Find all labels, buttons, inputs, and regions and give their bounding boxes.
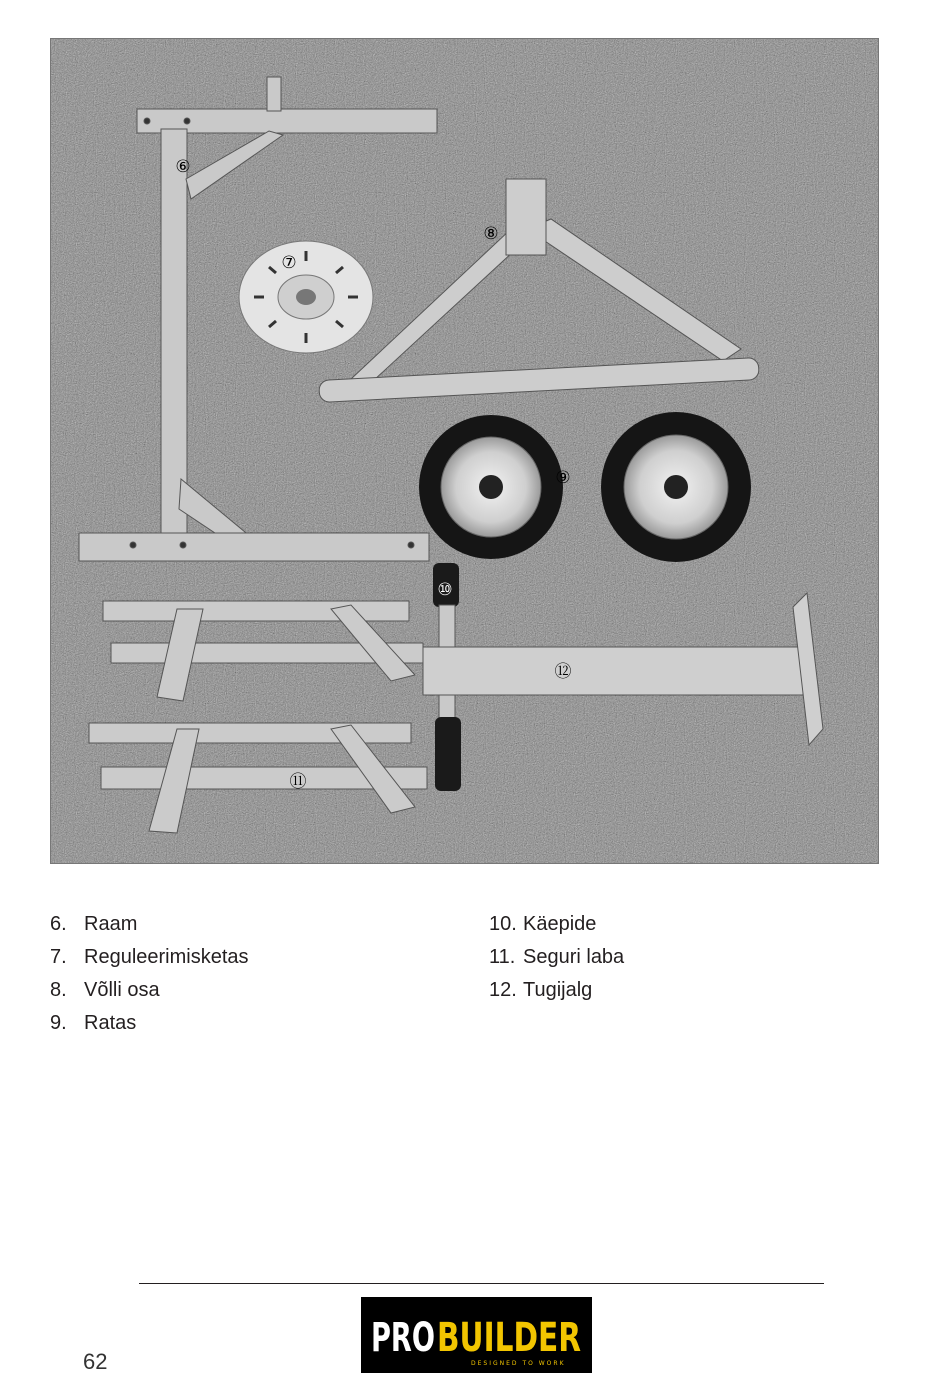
callout-7: ⑦ bbox=[281, 253, 297, 273]
callout-12: ⑫ bbox=[554, 662, 572, 682]
wheel-part-left bbox=[419, 415, 563, 559]
parts-list-left bbox=[50, 908, 249, 1040]
callout-6: ⑥ bbox=[175, 157, 191, 177]
parts-list-right bbox=[489, 908, 624, 1007]
list-item bbox=[50, 1007, 249, 1040]
item-number: 8. bbox=[50, 979, 67, 1001]
list-item bbox=[50, 974, 249, 1007]
page-number: 62 bbox=[83, 1349, 108, 1374]
list-item bbox=[50, 941, 249, 974]
item-number: 7. bbox=[50, 946, 67, 968]
probuilder-logo bbox=[361, 1297, 592, 1373]
item-name: Raam bbox=[84, 913, 138, 935]
callout-10: ⑩ bbox=[437, 580, 453, 600]
item-number: 12. bbox=[489, 979, 517, 1001]
list-item bbox=[489, 974, 624, 1007]
item-name: Reguleerimisketas bbox=[84, 946, 249, 968]
item-number: 11. bbox=[489, 946, 516, 968]
item-name: Käepide bbox=[523, 913, 597, 935]
adjusting-disc-part bbox=[239, 241, 373, 353]
callout-9: ⑨ bbox=[555, 468, 571, 488]
logo-pro-text: PRO bbox=[371, 1315, 435, 1361]
item-name: Võlli osa bbox=[84, 979, 160, 1001]
parts-photo bbox=[50, 38, 879, 864]
list-item bbox=[489, 908, 624, 941]
item-number: 10. bbox=[489, 913, 517, 935]
item-name: Ratas bbox=[84, 1012, 137, 1034]
logo-tagline: DESIGNED TO WORK bbox=[471, 1360, 566, 1367]
callout-8: ⑧ bbox=[483, 224, 499, 244]
item-number: 9. bbox=[50, 1012, 67, 1034]
logo-builder-text: BUILDER bbox=[437, 1315, 581, 1361]
list-item bbox=[50, 908, 249, 941]
item-name: Seguri laba bbox=[523, 946, 625, 968]
footer-divider bbox=[139, 1283, 824, 1284]
wheel-part-right bbox=[601, 412, 751, 562]
list-item bbox=[489, 941, 624, 974]
callout-11: ⑪ bbox=[289, 772, 307, 792]
item-number: 6. bbox=[50, 913, 67, 935]
item-name: Tugijalg bbox=[523, 979, 593, 1001]
